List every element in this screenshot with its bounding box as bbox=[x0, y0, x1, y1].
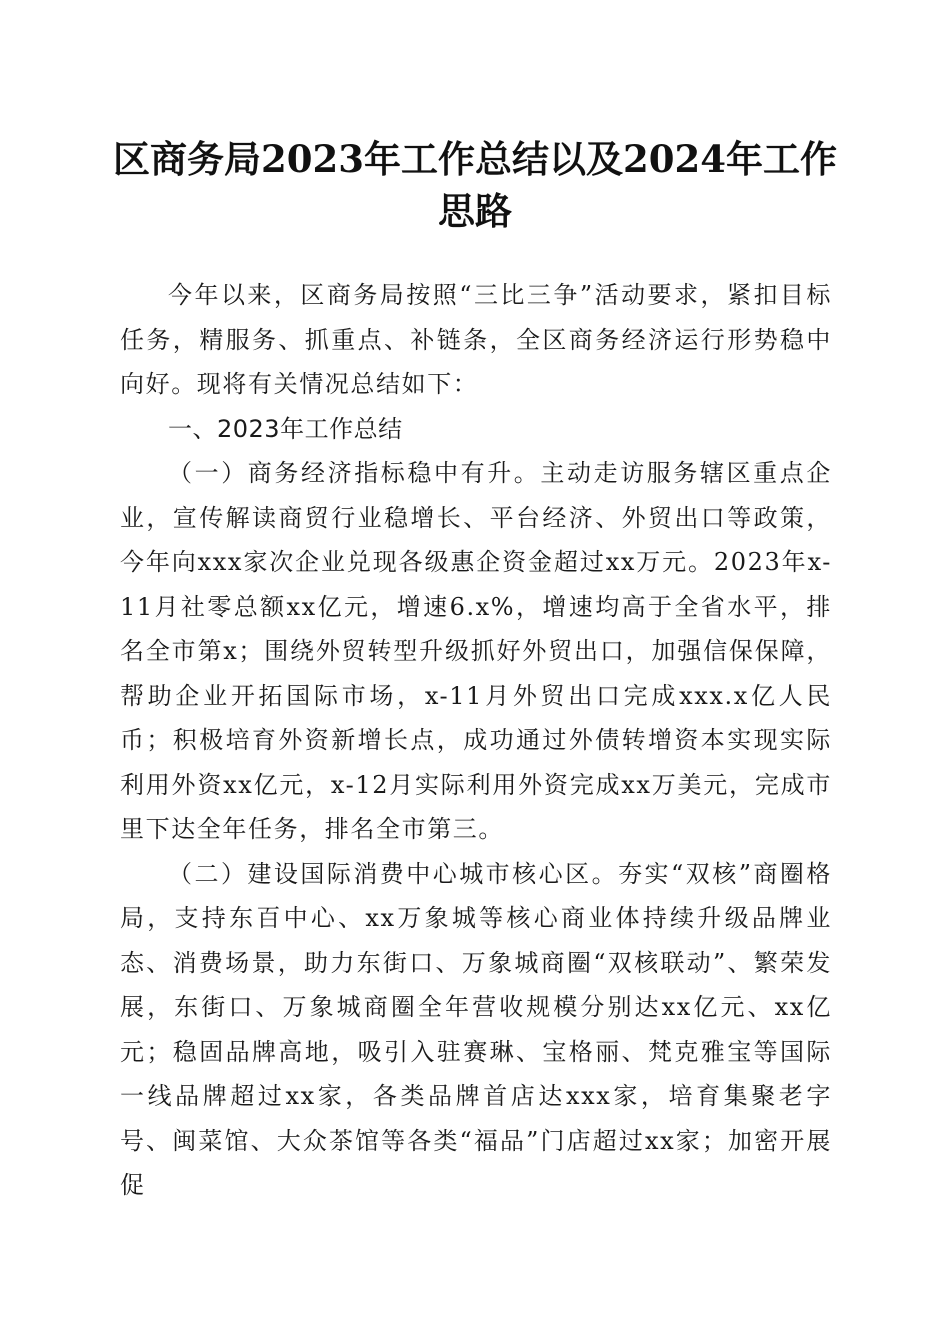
item-2-lead: （二）建设国际消费中心城市核心区。 bbox=[168, 859, 619, 888]
item-1-lead: （一）商务经济指标稳中有升。 bbox=[168, 459, 541, 487]
item-2-text: 夯实“双核”商圈格局，支持东百中心、xx万象城等核心商业体持续升级品牌业态、消费场景，助力东街口、万象城商圈“双核联动”、繁荣发展，东街口、万象城商圈全年营收规模分别达xx亿元、xx亿元；稳固品牌高地，吸引入驻赛琳、宝格丽、梵克雅宝等国际一线品牌超过xx家，各类品牌首店达xxx家，培育集聚老字号、闽菜馆、大众茶馆等各类“福品”门店超过xx家；加密开展促 bbox=[120, 859, 832, 1199]
document-body bbox=[120, 273, 832, 1208]
intro-paragraph: 今年以来，区商务局按照“三比三争”活动要求，紧扣目标任务，精服务、抓重点、补链条，全区商务经济运行形势稳中向好。现将有关情况总结如下： bbox=[120, 281, 832, 398]
section-item-1 bbox=[120, 451, 832, 852]
section-heading: 一、2023年工作总结 bbox=[168, 414, 403, 443]
document-title: 区商务局2023年工作总结以及2024年工作思路 bbox=[113, 137, 837, 233]
item-1-text: 主动走访服务辖区重点企业，宣传解读商贸行业稳增长、平台经济、外贸出口等政策，今年向xxx家次企业兑现各级惠企资金超过xx万元。2023年x-11月社零总额xx亿元，增速6.x%，增速均高于全省水平，排名全市第x；围绕外贸转型升级抓好外贸出口，加强信保保障，帮助企业开拓国际市场，x-11月外贸出口完成xxx.x亿人民币；积极培育外资新增长点，成功通过外债转增资本实现实际利用外资xx亿元，x-12月实际利用外资完成xx万美元，完成市里下达全年任务，排名全市第三。 bbox=[120, 459, 832, 843]
section-item-2 bbox=[120, 852, 832, 1208]
